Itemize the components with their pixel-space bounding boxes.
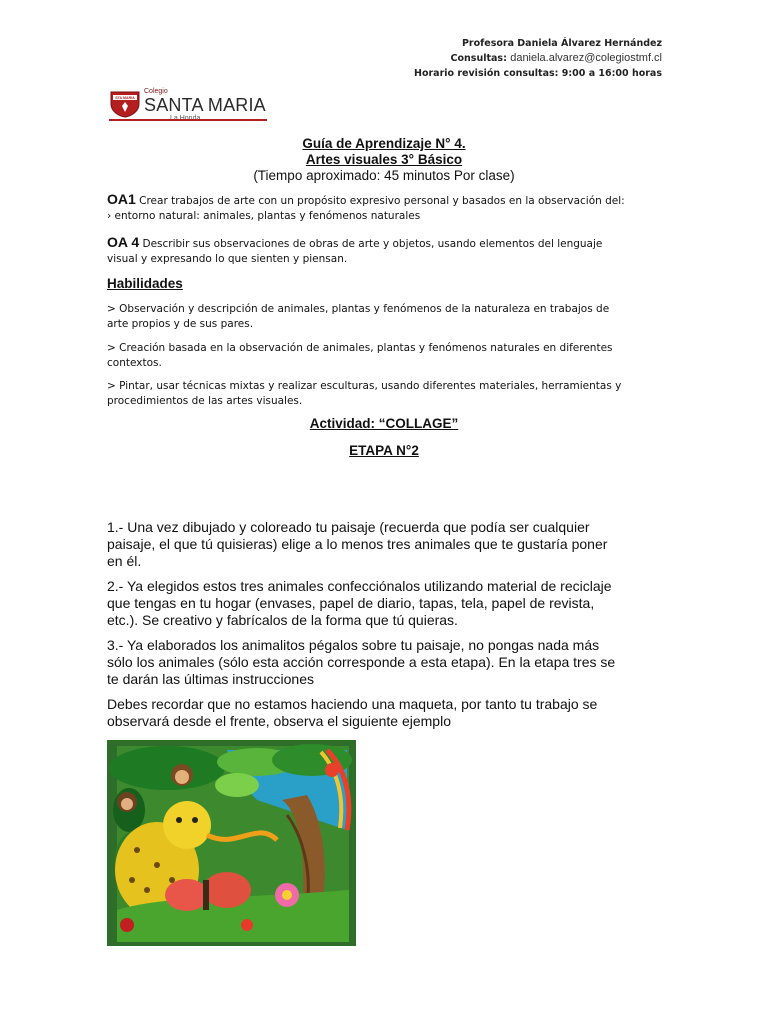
shield-text: STA MARIA xyxy=(115,96,135,101)
oa4-line1 xyxy=(107,235,667,252)
habilidad-line: > Creación basada en la observación de animales, plantas y fenómenos naturales en diferentes xyxy=(107,342,613,354)
note-line: Debes recordar que no estamos haciendo una maqueta, por tanto tu trabajo se xyxy=(107,696,598,712)
consultas-email: daniela.alvarez@colegiostmf.cl xyxy=(510,52,662,64)
step-line: etc.). Se creativo y fabrícalos de la forma que tú quieras. xyxy=(107,612,458,628)
oa1-code: OA1 xyxy=(107,191,136,207)
step-line: que tengas en tu hogar (envases, papel de diario, tapas, tela, papel de revista, xyxy=(107,595,595,611)
collage-example-image xyxy=(107,740,356,946)
oa4-code: OA 4 xyxy=(107,234,140,250)
habilidad-item xyxy=(107,341,667,371)
note-paragraph xyxy=(107,696,667,730)
time-estimate: (Tiempo aproximado: 45 minutos Por clase) xyxy=(253,168,515,183)
habilidad-line: arte propios y de sus pares. xyxy=(107,318,254,330)
step-line: te darán las últimas instrucciones xyxy=(107,671,314,687)
habilidad-line: procedimientos de las artes visuales. xyxy=(107,395,303,407)
oa1-text: Crear trabajos de arte con un propósito expresivo personal y basados en la observación del: xyxy=(135,195,625,207)
habilidad-item xyxy=(107,379,667,409)
step-line: 1.- Una vez dibujado y coloreado tu paisaje (recuerda que podía ser cualquier xyxy=(107,519,590,535)
step-line: sólo los animales (sólo esta acción corresponde a esta etapa). En la etapa tres se xyxy=(107,654,616,670)
guide-titles xyxy=(0,136,768,184)
school-logo xyxy=(109,88,269,122)
habilidad-line: > Pintar, usar técnicas mixtas y realizar esculturas, usando diferentes materiales, herramientas y xyxy=(107,380,622,392)
step-line: en él. xyxy=(107,553,142,569)
shield-icon xyxy=(109,90,141,118)
logo-small-text: Colegio xyxy=(144,88,168,95)
etapa-heading: ETAPA N°2 xyxy=(349,443,419,458)
logo-underline xyxy=(109,119,267,121)
habilidades-title: Habilidades xyxy=(107,276,183,291)
consultas-label: Consultas: xyxy=(450,53,507,64)
subject-title: Artes visuales 3° Básico xyxy=(305,152,463,167)
step-3 xyxy=(107,637,667,688)
oa4-text: Describir sus observaciones de obras de arte y objetos, usando elementos del lenguaje xyxy=(139,238,603,250)
oa1-line1 xyxy=(107,192,667,209)
step-1 xyxy=(107,519,667,570)
step-2 xyxy=(107,578,667,629)
logo-name: SANTA MARIA xyxy=(144,95,266,115)
guide-title: Guía de Aprendizaje N° 4. xyxy=(302,136,466,151)
step-line: 2.- Ya elegidos estos tres animales confecciónalos utilizando material de reciclaje xyxy=(107,578,612,594)
oa1-block xyxy=(107,192,667,224)
oa4-block xyxy=(107,235,667,267)
habilidad-item xyxy=(107,302,667,332)
actividad-heading: Actividad: “COLLAGE” xyxy=(309,416,459,431)
note-line: observará desde el frente, observa el siguiente ejemplo xyxy=(107,713,451,729)
habilidad-line: contextos. xyxy=(107,357,162,369)
oa1-line2: › entorno natural: animales, plantas y fenómenos naturales xyxy=(107,210,421,222)
teacher-name: Profesora Daniela Álvarez Hernández xyxy=(461,38,662,49)
step-line: paisaje, el que tú quisieras) elige a lo menos tres animales que te gustaría poner xyxy=(107,536,608,552)
oa4-line2: visual y expresando lo que sienten y piensan. xyxy=(107,253,348,265)
horario-line: Horario revisión consultas: 9:00 a 16:00 horas xyxy=(414,68,662,79)
habilidad-line: > Observación y descripción de animales, plantas y fenómenos de la naturaleza en trabajos de xyxy=(107,303,610,315)
teacher-info xyxy=(414,36,662,81)
consultas-line xyxy=(414,51,662,66)
step-line: 3.- Ya elaborados los animalitos pégalos sobre tu paisaje, no pongas nada más xyxy=(107,637,600,653)
